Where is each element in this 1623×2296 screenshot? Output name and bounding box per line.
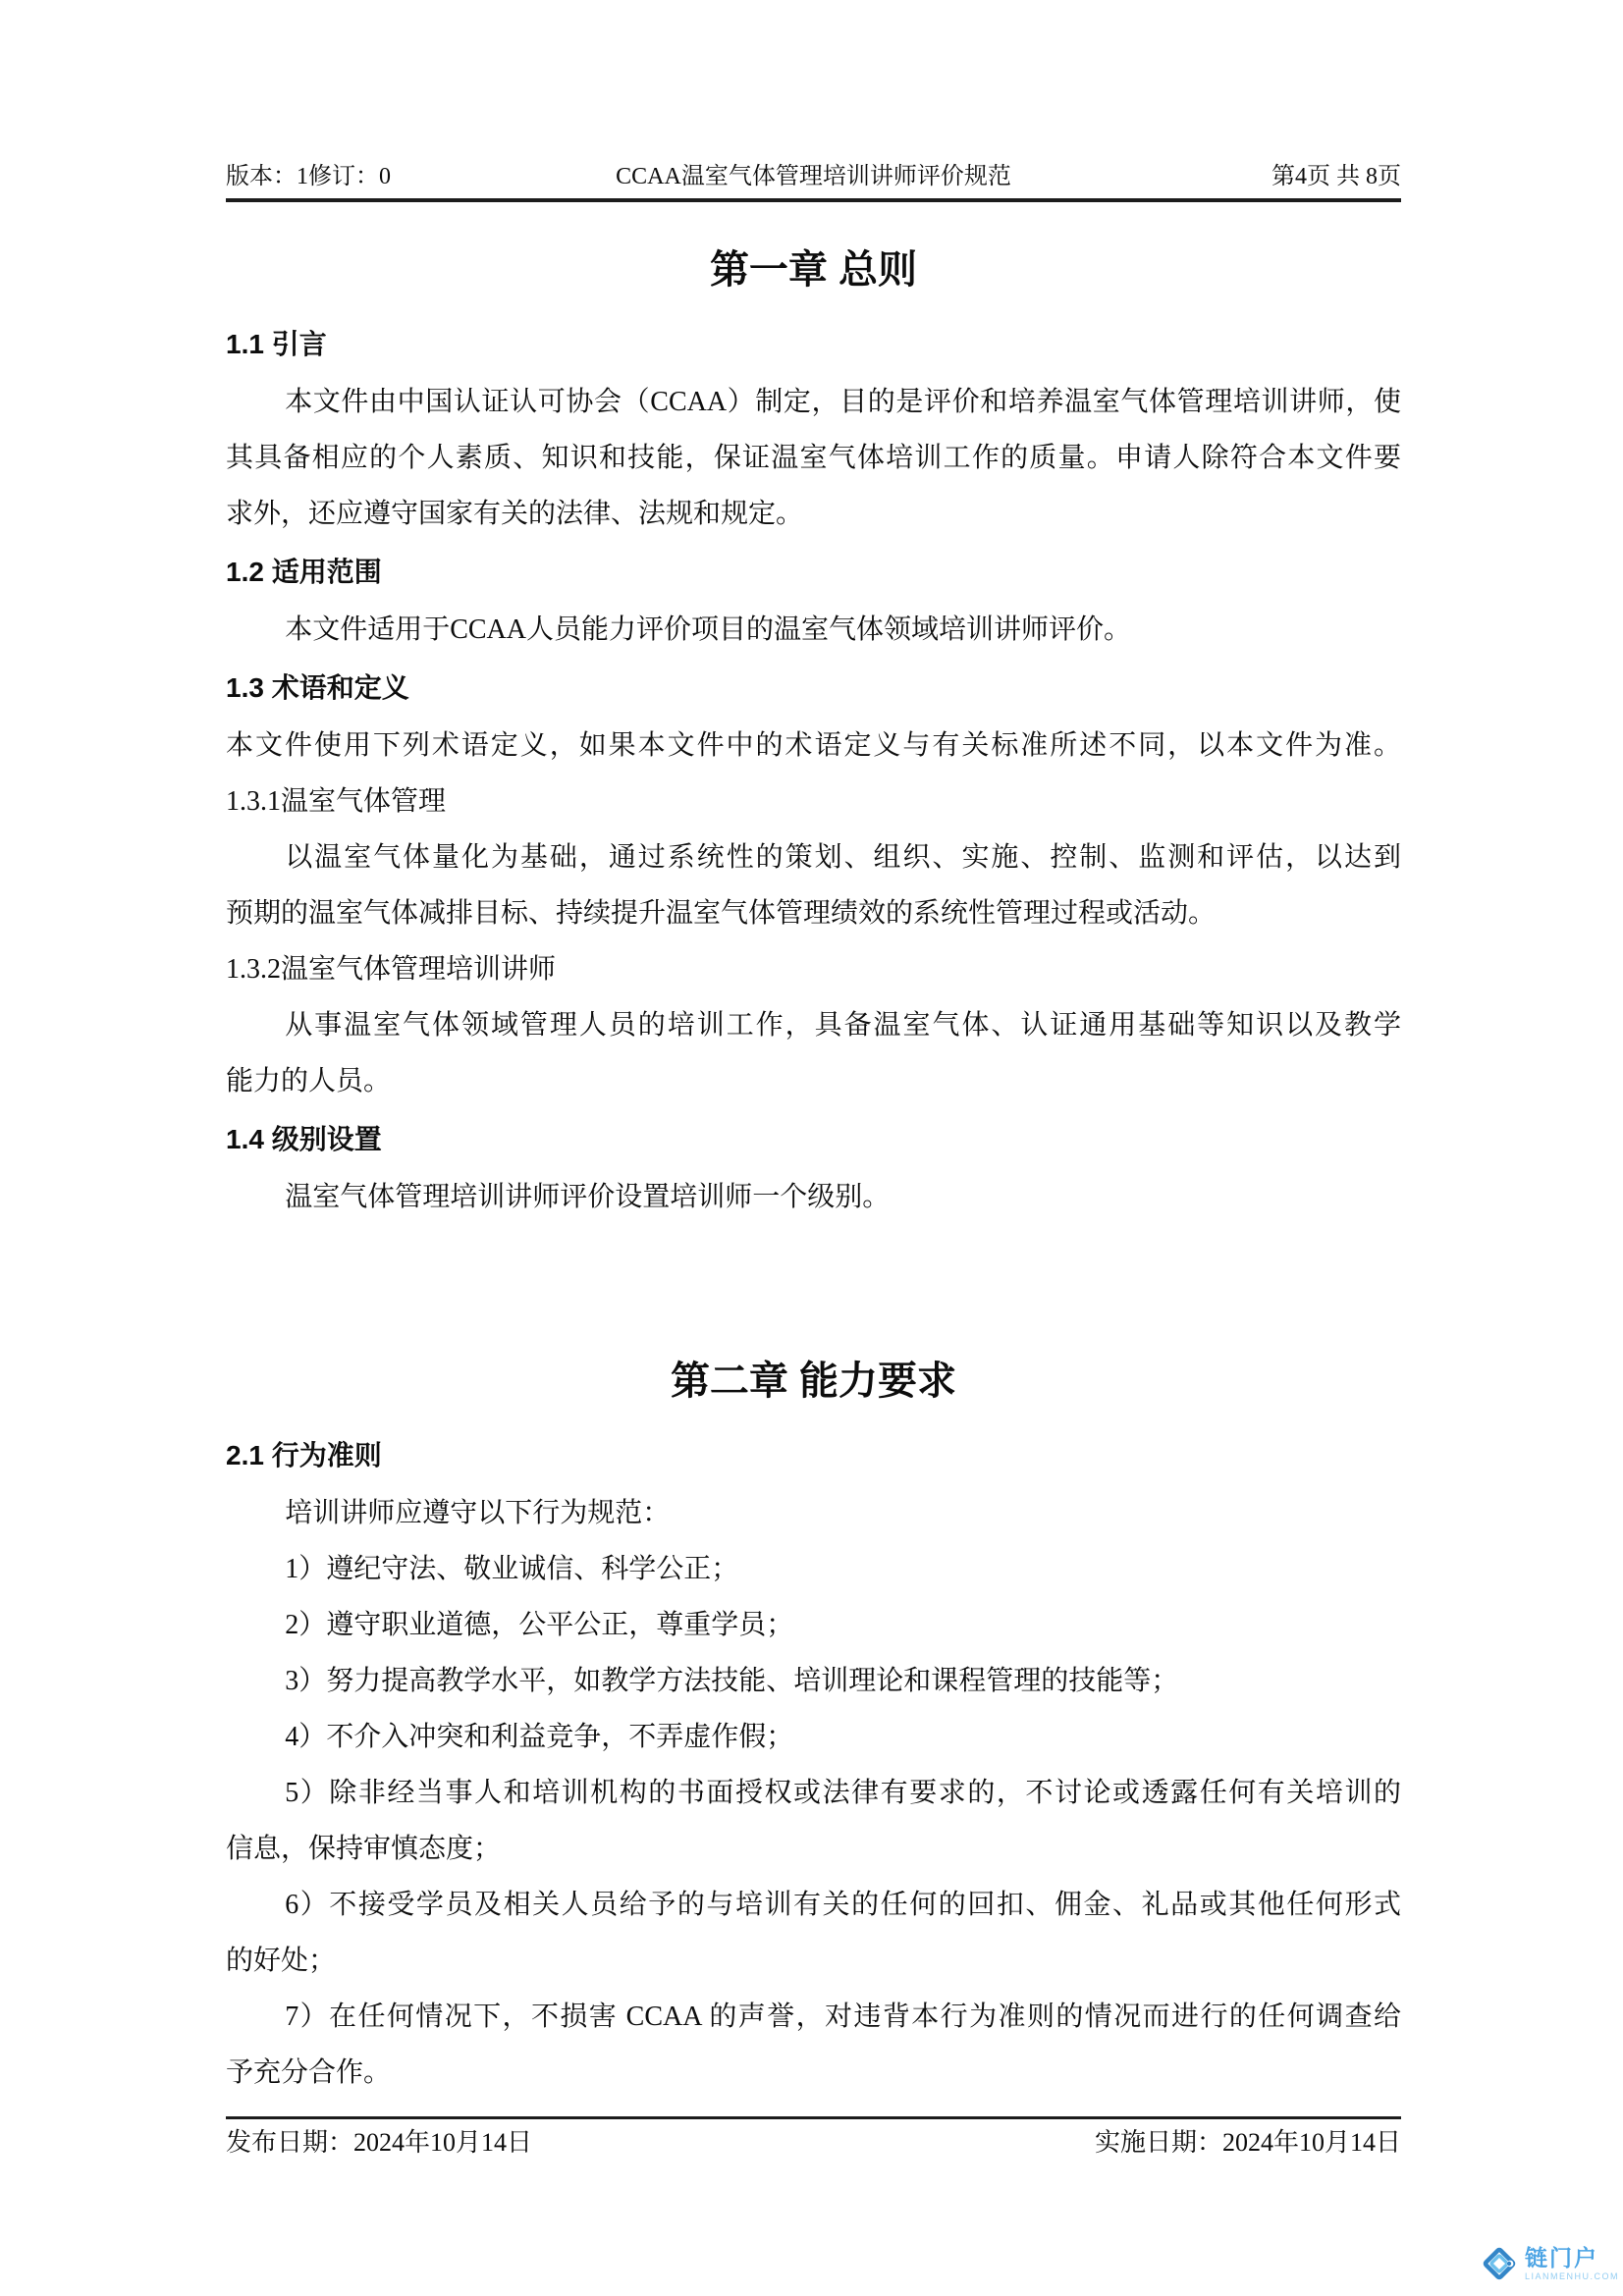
watermark-domain: LIANMENHU.COM: [1524, 2270, 1619, 2281]
section-heading: 2.1 行为准则: [226, 1440, 382, 1470]
text-line: 求外，还应遵守国家有关的法律、法规和规定。: [226, 499, 804, 529]
text-line: 信息，保持审慎态度；: [226, 1834, 502, 1864]
text-line: 从事温室气体领域管理人员的培训工作，具备温室气体、认证通用基础等知识以及教学: [285, 1010, 1401, 1041]
lianmenhu-diamond-icon: [1480, 2244, 1519, 2283]
text-line: 以温室气体量化为基础，通过系统性的策划、组织、实施、控制、监测和评估，以达到: [285, 842, 1401, 873]
text-line: 1）遵纪守法、敬业诚信、科学公正；: [285, 1554, 739, 1584]
paragraph: [226, 1541, 1401, 1597]
section-heading: 1.3 术语和定义: [226, 672, 409, 703]
text-line: 6）不接受学员及相关人员给予的与培训有关的任何的回扣、佣金、礼品或其他任何形式: [285, 1890, 1401, 1920]
page-footer: [226, 2116, 1401, 2159]
text-line: 培训讲师应遵守以下行为规范：: [285, 1498, 671, 1528]
paragraph: [226, 374, 1401, 542]
document-body: [226, 236, 1401, 2101]
section-heading: 1.1 引言: [226, 329, 327, 359]
paragraph: [226, 1169, 1401, 1225]
paragraph: [226, 1653, 1401, 1709]
text-line: 本文件适用于CCAA人员能力评价项目的温室气体领域培训讲师评价。: [285, 614, 1131, 645]
chapter-section: [226, 1347, 1401, 2101]
footer-implement-date: 实施日期：2024年10月14日: [1094, 2128, 1401, 2157]
text-line: 能力的人员。: [226, 1066, 392, 1096]
watermark-name: 链门户: [1524, 2244, 1598, 2270]
text-line: 本文件由中国认证认可协会（CCAA）制定，目的是评价和培养温室气体管理培训讲师，使: [285, 387, 1401, 417]
text-line: 3）努力提高教学水平，如教学方法技能、培训理论和课程管理的技能等；: [285, 1666, 1179, 1696]
paragraph: [226, 1765, 1401, 1877]
chapter-section: [226, 236, 1401, 1225]
text-line: 7）在任何情况下，不损害 CCAA 的声誉，对违背本行为准则的情况而进行的任何调查给: [285, 2002, 1401, 2032]
paragraph: [226, 1709, 1401, 1765]
paragraph: [226, 718, 1401, 774]
subsection-heading: 1.3.1温室气体管理: [226, 786, 447, 817]
section-heading: 1.4 级别设置: [226, 1124, 382, 1154]
text-line: 的好处；: [226, 1946, 337, 1976]
header-document-title: CCAA温室气体管理培训讲师评价规范: [616, 164, 1011, 189]
text-line: 4）不介入冲突和利益竞争，不弄虚作假；: [285, 1722, 794, 1752]
text-line: 其具备相应的个人素质、知识和技能，保证温室气体培训工作的质量。申请人除符合本文件要: [226, 443, 1401, 473]
page-header: [226, 0, 1401, 202]
paragraph: [226, 1485, 1401, 1541]
paragraph: [226, 1877, 1401, 1989]
paragraph: [226, 1989, 1401, 2101]
paragraph: [226, 1597, 1401, 1653]
text-line: 温室气体管理培训讲师评价设置培训师一个级别。: [285, 1182, 891, 1212]
text-line: 予充分合作。: [226, 2057, 392, 2088]
text-line: 本文件使用下列术语定义，如果本文件中的术语定义与有关标准所述不同，以本文件为准。: [226, 730, 1401, 761]
subsection-heading: 1.3.2温室气体管理培训讲师: [226, 954, 557, 985]
text-line: 2）遵守职业道德，公平公正，尊重学员；: [285, 1610, 794, 1640]
chapter-title: 第二章 能力要求: [670, 1360, 957, 1403]
text-line: 5）除非经当事人和培训机构的书面授权或法律有要求的，不讨论或透露任何有关培训的: [285, 1778, 1401, 1808]
paragraph: [226, 829, 1401, 941]
header-page-number: 第4页 共 8页: [1271, 164, 1401, 189]
section-heading: 1.2 适用范围: [226, 557, 382, 587]
paragraph: [226, 602, 1401, 658]
text-line: 预期的温室气体减排目标、持续提升温室气体管理绩效的系统性管理过程或活动。: [226, 898, 1217, 929]
chapter-title: 第一章 总则: [709, 248, 918, 292]
header-version: 版本：1修订：0: [226, 164, 391, 189]
paragraph: [226, 997, 1401, 1109]
watermark-logo: [1480, 2244, 1619, 2283]
footer-publish-date: 发布日期：2024年10月14日: [226, 2128, 533, 2157]
document-content: [226, 0, 1401, 2101]
